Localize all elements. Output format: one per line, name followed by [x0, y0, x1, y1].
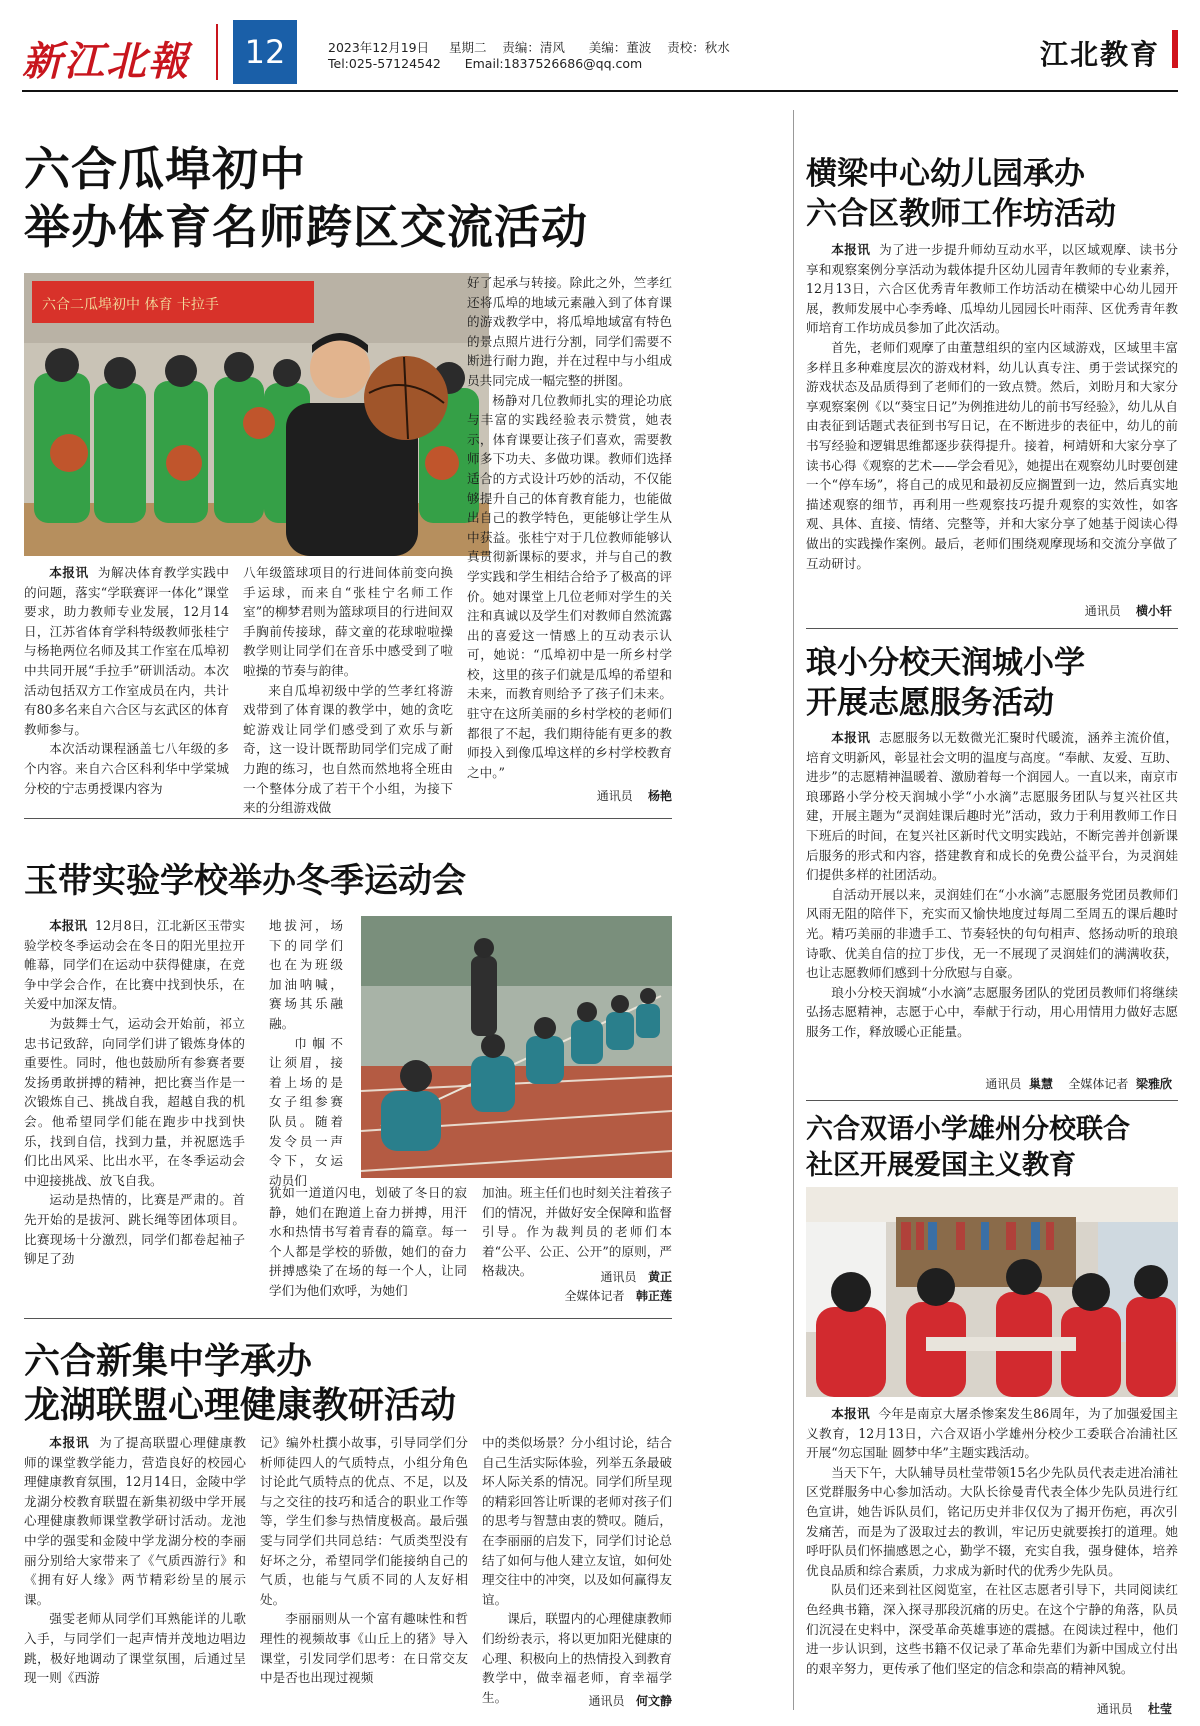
byline-label: 全媒体记者 — [564, 1289, 625, 1303]
article3-column1 — [24, 1433, 246, 1708]
article3-column2 — [260, 1433, 468, 1708]
article6-byline — [806, 1700, 1172, 1719]
article5-headline — [806, 643, 1085, 723]
byline-label: 全媒体记者 — [1068, 1077, 1129, 1091]
article1-lead: 本报讯 — [49, 565, 89, 580]
article3-lead: 本报讯 — [49, 1435, 90, 1450]
article6-paragraph: 今年是南京大屠杀惨案发生86周年，为了加强爱国主义教育，12月13日，六合双语小学雄州分校少工委联合冶浦社区开展“勿忘国耻 圆梦中华”主题实践活动。 — [806, 1406, 1178, 1461]
section-divider — [24, 818, 672, 819]
article6-photo — [806, 1187, 1178, 1397]
article6-headline — [806, 1112, 1130, 1184]
article3-paragraph: 课后，联盟内的心理健康教师们纷纷表示，将以更加阳光健康的心理、积极向上的热情投入到教育教学中，做幸福老师，育幸福学生。 — [482, 1611, 672, 1705]
article3-paragraph: 记》编外杜撰小故事，引导同学们分析师徒四人的气质特点，小组分角色讨论此气质特点的优点、不足，以及与之交往的技巧和适合的职业工作等等，学生们参与热情度极高。最后强雯与同学们共同总结：气质类型没有好坏之分，希望同学们能接纳自己的气质，也能与气质不同的人友好相处。 — [260, 1435, 468, 1607]
article4-headline — [806, 154, 1116, 234]
article3-paragraph: 为了提高联盟心理健康教师的课堂教学能力，营造良好的校园心理健康教育氛围，12月14日，金陵中学龙湖分校教育联盟在新集初级中学开展心理健康教师课堂教学研讨活动。龙池中学的强雯和金陵中学龙湖分校的李丽丽分别给大家带来了《气质西游行》和《拥有好人缘》两节精彩纷呈的展示课。 — [24, 1435, 246, 1607]
article1-paragraph: 为解决体育教学实践中的问题，落实“学联赛评一体化”课堂要求，助力教师专业发展，12月14日，江苏省体育学科特级教师张桂宁与杨艳两位名师及其工作室在瓜埠初中共同开展“手拉手”研训活动。本次活动包括双方工作室成员在内，共计有80多名来自六合区与玄武区的体育教师参与。 — [24, 565, 230, 737]
article3-paragraph: 李丽丽则从一个富有趣味性和哲理性的视频故事《山丘上的猪》导入课堂，引发同学们思考：在日常交友中是否也出现过视频 — [260, 1611, 468, 1686]
article3-title-line1: 六合新集中学承办 — [24, 1341, 313, 1382]
article6-paragraph: 当天下午，大队辅导员杜莹带领15名少先队员代表走进冶浦社区党群服务中心参加活动。大队长徐曼青代表全体少先队员进行红色宣讲，她告诉队员们，铭记历史并非仅仅为了揭开伤疤，再次引发痛苦，而是为了汲取过去的教训，牢记历史就要挨打的道理。她呼吁队员们怀揣感恩之心，勤学不辍，充实自我，强身健体，培养优良品质和综合素质，力求成为新时代的优秀少先队员。 — [806, 1464, 1178, 1578]
article6-body — [806, 1404, 1178, 1698]
article1-column1 — [24, 563, 229, 806]
article5-paragraph: 琅小分校天润城“小水滴”志愿服务团队的党团员教师们将继续弘扬志愿精神，志愿于心中，奉献于行动，用心用情用力做好志愿服务工作，释放暖心正能量。 — [806, 984, 1178, 1039]
section-divider — [806, 628, 1178, 629]
byline-name: 巢慧 — [1029, 1077, 1054, 1091]
article5-lead: 本报讯 — [831, 730, 871, 745]
masthead-info-line1 — [328, 38, 730, 56]
article6-paragraph: 队员们还来到社区阅览室，在社区志愿者引导下，共同阅读红色经典书籍，深入探寻那段沉痛的历史。在这个宁静的角落，队员们沉浸在史料中，深受革命英雄事迹的震撼。在阅读过程中，他们进一步认识到，这些书籍不仅记录了革命先辈们为新中国成立付出的艰辛努力，更传承了他们坚定的信念和崇高的精神风貌。 — [806, 1582, 1178, 1676]
article4-paragraph: 为了进一步提升师幼互动水平，以区域观摩、读书分享和观察案例分享活动为载体提升区幼儿园青年教师的专业素养，12月13日，六合区优秀青年教师工作坊活动在横梁中心幼儿园开展，教师发展中心李秀峰、瓜埠幼儿园园长叶雨萍、区优秀青年教师培育工作坊成员参加了此次活动。 — [806, 242, 1179, 336]
article5-body — [806, 728, 1178, 1074]
article1-paragraph: 来自瓜埠初级中学的竺孝红将游戏带到了体育课的教学中，她的贪吃蛇游戏让同学们感受到了欢乐与新奇，这一设计既帮助同学们完成了耐力跑的练习，也自然而然地将全班由一个整体分成了若干个小组，为接下来的分组游戏做 — [243, 682, 453, 816]
section-divider — [24, 1318, 672, 1319]
article3-byline — [482, 1692, 672, 1711]
article2-column1 — [24, 916, 245, 1304]
article1-title-line2: 举办体育名师跨区交流活动 — [24, 200, 588, 254]
editor: 责编：清风 — [502, 40, 565, 55]
article2-photo — [361, 916, 672, 1178]
article2-paragraph: 巾帼不让须眉，接着上场的是女子组参赛队员。随着发令员一声令下，女运动员们 — [269, 1035, 343, 1188]
article3-headline — [24, 1340, 456, 1428]
byline-name: 梁雅欣 — [1135, 1077, 1172, 1091]
photo-banner-text: 六合二瓜埠初中 体育 卡拉手 — [42, 297, 219, 313]
telephone: Tel:025-57124542 — [328, 56, 441, 71]
byline-name: 何文静 — [635, 1694, 672, 1708]
article1-headline — [24, 140, 588, 256]
column-separator — [793, 110, 794, 1710]
article2-paragraph: 加油。班主任们也时刻关注着孩子们的情况，并做好安全保障和监督引导。作为裁判员的老师们本着“公平、公正、公开”的原则，严格裁决。 — [482, 1185, 672, 1279]
article2-paragraph: 为鼓舞士气，运动会开始前，祁立忠书记致辞，向同学们讲了锻炼身体的重要性。同时，他也鼓励所有参赛者要发扬勇敢拼搏的精神，把比赛当作是一次锻炼自己、挑战自我，超越自我的机会。他希望同学们能在跑步中找到快乐，找到自信，找到力量，并祝愿选手们比出风采、比出水平，在冬季运动会中迎接挑战、放飞自我。 — [24, 1015, 245, 1188]
article5-title-line1: 琅小分校天润城小学 — [806, 645, 1085, 681]
byline-label: 通讯员 — [600, 1270, 637, 1284]
byline-label: 通讯员 — [588, 1694, 625, 1708]
article1-byline — [467, 787, 672, 806]
article4-byline — [806, 602, 1172, 621]
newspaper-logo: 新江北報 — [22, 38, 190, 85]
article2-paragraph: 犹如一道道闪电，划破了冬日的寂静，她们在跑道上奋力拼搏，用汗水和热情书写着青春的篇章。每一个人都是学校的骄傲，她们的奋力拼搏感染了在场的每一个人，让同学们为他们欢呼，为她们 — [269, 1185, 467, 1298]
article5-byline — [806, 1075, 1172, 1094]
article4-lead: 本报讯 — [831, 242, 871, 257]
article3-paragraph: 中的类似场景？分小组讨论，结合自己生活实际体验，列举五条最破坏人际关系的情况。同学们所呈现的精彩回答让听课的老师对孩子们的思考与智慧由衷的赞叹。随后，在李丽丽的启发下，同学们讨论总结了如何与他人建立友谊，如何处理交往中的冲突，以及如何赢得友谊。 — [482, 1435, 672, 1607]
byline-label: 通讯员 — [985, 1077, 1022, 1091]
byline-name: 韩正莲 — [635, 1289, 672, 1303]
article2-column2b — [269, 1183, 467, 1311]
byline-name: 杨艳 — [647, 789, 672, 803]
article2-byline — [482, 1268, 672, 1306]
designer: 美编：董波 — [588, 40, 652, 55]
byline-label: 通讯员 — [1096, 1702, 1133, 1716]
byline-name: 黄正 — [647, 1270, 672, 1284]
article1-paragraph: 本次活动课程涵盖七八年级的多个内容。来自六合区科利华中学棠城分校的宁志勇授课内容为 — [24, 741, 229, 796]
email[interactable]: Email:1837526686@qq.com — [464, 56, 643, 71]
article1-column2 — [243, 563, 453, 816]
article3-title-line2: 龙湖联盟心理健康教研活动 — [24, 1385, 457, 1426]
article1-paragraph: 八年级篮球项目的行进间体前变向换手运球，而来自“张桂宁名师工作室”的柳梦君则为篮球项目的行进间双手胸前传接球，薛文童的花球啦啦操教学则让同学们在音乐中感受到了啦啦操的节奏与韵律。 — [243, 565, 453, 678]
section-title: 江北教育 — [1039, 38, 1160, 71]
page-number: 12 — [233, 20, 297, 84]
weekday: 星期二 — [449, 40, 487, 55]
byline-name: 横小轩 — [1135, 604, 1172, 618]
article5-paragraph: 自活动开展以来，灵润娃们在“小水滴”志愿服务党团员教师们风雨无阻的陪伴下，充实而又愉快地度过每周二至周五的课后趣时光。精巧美丽的非遗手工、节奏轻快的句句相声、悠扬动听的琅琅诗歌、优美自信的拉丁步伐，无一不展现了灵润娃们的满满收获，也让志愿教师们感到十分欣慰与自豪。 — [806, 886, 1178, 981]
article5-title-line2: 开展志愿服务活动 — [806, 685, 1054, 721]
section-accent-bar — [1172, 30, 1178, 68]
article1-paragraph: 杨静对几位教师扎实的理论功底与丰富的实践经验表示赞赏，她表示，体育课要让孩子们喜欢，需要教师多下功夫、多做功课。教师们选择适合的方式设计巧妙的活动，不仅能够提升自己的体育教育能力，也能做出自己的教学特色，更能够让学生从中获益。张桂宁对于几位教师能够认真贯彻新课标的要求，并与自己的教学实践和学生相结合给予了极高的评价。她对课堂上几位老师对学生的关注和真诚以及学生们对教师自然流露出的喜爱这一情感上的互动表示认可，她说：“瓜埠初中是一所乡村学校，这里的孩子们就是瓜埠的希望和未来，而教育则给予了孩子们未来。驻守在这所美丽的乡村学校的老师们都很了不起，我们期待能有更多的教师投入到像瓜埠这样的乡村学校教育之中。” — [467, 392, 672, 780]
article2-paragraph: 地拔河，场下的同学们也在为班级加油呐喊，赛场其乐融融。 — [269, 918, 343, 1031]
article2-paragraph: 运动是热情的，比赛是严肃的。首先开始的是拔河、跳长绳等团体项目。比赛现场十分激烈，同学们都卷起袖子铆足了劲 — [24, 1192, 245, 1267]
masthead-rule — [22, 90, 1178, 92]
article1-column3 — [467, 273, 672, 786]
proofreader: 责校：秋水 — [667, 40, 730, 55]
article1-title-line1: 六合瓜埠初中 — [24, 142, 306, 196]
article3-paragraph: 强雯老师从同学们耳熟能详的儿歌入手，与同学们一起声情并茂地边唱边跳，极好地调动了课堂氛围，后通过呈现一则《西游 — [24, 1611, 246, 1686]
article4-title-line1: 横梁中心幼儿园承办 — [806, 156, 1085, 192]
article4-paragraph: 首先，老师们观摩了由董慧组织的室内区域游戏，区域里丰富多样且多种难度层次的游戏材料，幼儿认真专注、勇于尝试探究的游戏状态及品质得到了老师们的一致点赞。然后，刘盼月和大家分享观察案例《以“葵宝日记”为例推进幼儿的前书写经验》，幼儿从自由表征到话题式表征到书写日记，在不断进步的表征中，幼儿的前书写经验和逻辑思维都逐步获得提升。接着，柯靖妍和大家分享了读书心得《观察的艺术——学会看见》，她提出在观察幼儿时要创建一个“停车场”，将自己的成见和最初反应搁置到一边，然后真实地描述观察的细节，再利用一些观察技巧提升观察的实效性，如客观、具体、直接、情绪、完整等，并和大家分享了她基于阅读心得做出的实践操作案例。最后，老师们围绕观摩现场和交流分享做了互动研讨。 — [806, 339, 1178, 571]
article1-photo — [24, 273, 489, 556]
article2-column2 — [269, 916, 343, 1188]
byline-label: 通讯员 — [596, 789, 633, 803]
article6-title-line1: 六合双语小学雄州分校联合 — [806, 1114, 1130, 1145]
issue-date: 2023年12月19日 — [328, 40, 430, 55]
article6-title-line2: 社区开展爱国主义教育 — [806, 1150, 1076, 1181]
article2-lead: 本报讯 — [49, 918, 87, 933]
byline-label: 通讯员 — [1084, 604, 1121, 618]
masthead-info-line2 — [328, 56, 642, 71]
article5-paragraph: 志愿服务以无数微光汇聚时代暖流，涵养主流价值，培育文明新风，彰显社会文明的温度与高度。“奉献、友爱、互助、进步”的志愿精神温暖着、激励着每一个润园人。一直以来，南京市琅琊路小学分校天润城小学“小水滴”志愿服务团队与复兴社区共建，开展主题为“灵润娃课后趣时光”活动，致力于利用教师工作日下班后的时间，在复兴社区新时代文明实践站，不断完善并创新课后服务的形式和内容，搭建教育和成长的免费公益平台，为灵润娃们提供多样的社团活动。 — [806, 730, 1179, 883]
article4-title-line2: 六合区教师工作坊活动 — [806, 196, 1116, 232]
section-divider — [806, 1100, 1178, 1101]
byline-name: 杜莹 — [1147, 1702, 1172, 1716]
article4-body — [806, 240, 1178, 596]
article2-paragraph: 12月8日，江北新区玉带实验学校冬季运动会在冬日的阳光里拉开帷幕，同学们在运动中获得健康，在竞争中学会合作，在比赛中找到快乐，在关爱中加深友情。 — [24, 918, 245, 1012]
article6-lead: 本报讯 — [831, 1406, 870, 1421]
masthead-divider — [216, 24, 218, 80]
article1-paragraph: 好了起承与转接。除此之外，竺孝红还将瓜埠的地域元素融入到了体育课的游戏教学中，将瓜埠地域富有特色的景点照片进行分割，同学们需要不断进行耐力跑，并在过程中与小组成员共同完成一幅完整的拼图。 — [467, 275, 672, 388]
article2-title: 玉带实验学校举办冬季运动会 — [24, 861, 466, 901]
